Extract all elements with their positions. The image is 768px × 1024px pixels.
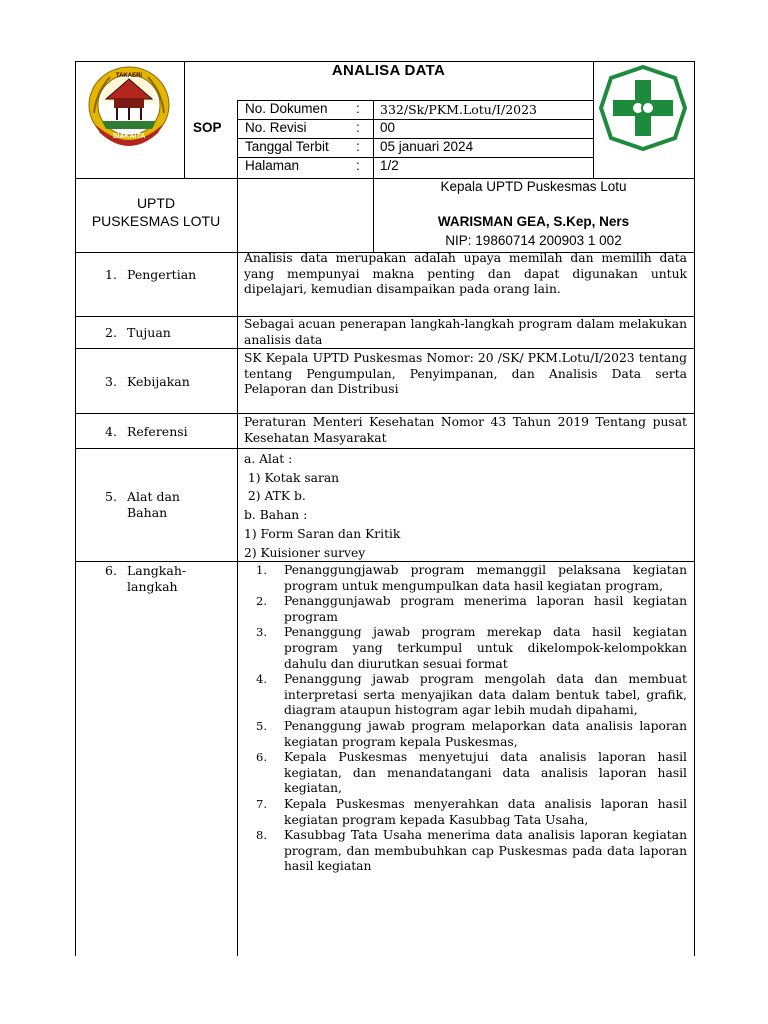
table-divider bbox=[75, 448, 694, 449]
table-divider bbox=[373, 100, 374, 252]
step-number: 3. bbox=[256, 625, 267, 640]
table-divider bbox=[237, 100, 238, 252]
meta-value-dokumen: 332/Sk/PKM.Lotu/I/2023 bbox=[380, 102, 538, 117]
section-label-langkah-2: langkah bbox=[127, 579, 178, 594]
section-label: Alat dan bbox=[127, 489, 180, 504]
logo-text-top: TAKAERI bbox=[115, 73, 143, 79]
meta-value-tanggal: 05 januari 2024 bbox=[380, 139, 474, 154]
step-text: Penanggung jawab program mengolah data dan membuat interpretasi serta menyajikan data dalam bentuk tabel, grafik, diagram ataupun histogram agar lebih mudah dipahami, bbox=[284, 672, 687, 718]
meta-value-revisi: 00 bbox=[380, 120, 396, 135]
document-title: ANALISA DATA bbox=[331, 62, 446, 79]
section-number: 5. bbox=[105, 489, 117, 504]
section-number: 4. bbox=[105, 424, 117, 439]
section-label-alat-bahan-2: Bahan bbox=[127, 505, 168, 520]
section-label: Tujuan bbox=[127, 325, 171, 340]
section-label-langkah bbox=[105, 563, 186, 578]
list-item: a. Alat : bbox=[244, 452, 293, 466]
signatory-title: Kepala UPTD Puskesmas Lotu bbox=[440, 179, 627, 194]
meta-sep: : bbox=[356, 120, 360, 135]
section-number: 3. bbox=[105, 374, 117, 389]
meta-label-dokumen: No. Dokumen bbox=[245, 101, 328, 116]
meta-label-revisi: No. Revisi bbox=[245, 120, 307, 135]
step-number: 7. bbox=[256, 796, 267, 811]
list-item bbox=[244, 797, 687, 828]
step-text: Penanggungjawab program memanggil pelaksana kegiatan program untuk mengumpulkan data hasil kegiatan program, bbox=[284, 563, 687, 593]
list-item: 1) Form Saran dan Kritik bbox=[244, 526, 401, 541]
section-label-kebijakan bbox=[105, 374, 190, 389]
table-divider bbox=[237, 252, 238, 956]
org-line-2: PUSKESMAS LOTU bbox=[91, 213, 221, 229]
section-label-referensi bbox=[105, 424, 188, 439]
step-text: Kepala Puskesmas menyerahkan data analisis laporan hasil kegiatan program kepada Kasubbag Tata Usaha, bbox=[284, 796, 687, 827]
step-text: Kasubbag Tata Usaha menerima data analisis laporan kegiatan program, dan membubuhkan cap Puskesmas pada data laporan hasil kegiatan bbox=[284, 828, 687, 874]
signatory-nip: NIP: 19860714 200903 1 002 bbox=[445, 233, 622, 248]
step-number: 1. bbox=[256, 563, 267, 577]
steps-list bbox=[244, 563, 687, 875]
list-item bbox=[244, 828, 687, 875]
list-item bbox=[244, 594, 687, 625]
section-label-alat-bahan bbox=[105, 489, 180, 504]
list-item bbox=[244, 719, 687, 750]
meta-label-halaman: Halaman bbox=[245, 158, 300, 173]
meta-value-halaman: 1/2 bbox=[380, 158, 399, 173]
section-text-referensi: Peraturan Menteri Kesehatan Nomor 43 Tahun 2019 Tentang pusat Kesehatan Masyarakat bbox=[244, 415, 687, 445]
section-label-tujuan bbox=[105, 325, 171, 340]
meta-sep: : bbox=[356, 158, 360, 173]
step-number: 2. bbox=[256, 594, 267, 609]
meta-sep: : bbox=[356, 139, 360, 154]
section-label: Langkah- bbox=[127, 563, 187, 578]
sop-label: SOP bbox=[193, 120, 222, 135]
step-number: 4. bbox=[256, 672, 267, 687]
step-text: Penanggunjawab program menerima laporan hasil kegiatan program bbox=[284, 594, 687, 624]
section-number: 6. bbox=[105, 563, 117, 578]
section-label: Referensi bbox=[127, 424, 188, 439]
table-divider bbox=[593, 61, 594, 179]
step-text: Penanggung jawab program melaporkan data analisis laporan kegiatan program kepala Puskesmas, bbox=[284, 718, 687, 749]
list-item bbox=[244, 672, 687, 719]
step-number: 8. bbox=[256, 828, 267, 843]
logo-text-bottom: SIAKAITA bbox=[112, 133, 146, 140]
list-item: 2) Kuisioner survey bbox=[244, 545, 366, 560]
step-number: 5. bbox=[256, 718, 267, 733]
list-item bbox=[244, 750, 687, 797]
section-label-pengertian bbox=[105, 267, 196, 282]
meta-sep: : bbox=[356, 101, 360, 116]
section-text-tujuan: Sebagai acuan penerapan langkah-langkah program dalam melakukan analisis data bbox=[244, 317, 687, 347]
step-text: Penanggung jawab program merekap data hasil kegiatan program yang terkumpul untuk dikelompok-kelompokkan dahulu dan diurutkan sesuai format bbox=[284, 625, 687, 671]
section-label: Kebijakan bbox=[127, 374, 190, 389]
section-label: Pengertian bbox=[127, 267, 197, 282]
signatory-name: WARISMAN GEA, S.Kep, Ners bbox=[437, 214, 630, 229]
section-number: 2. bbox=[105, 325, 117, 340]
list-item bbox=[244, 563, 687, 594]
meta-label-tanggal: Tanggal Terbit bbox=[245, 139, 329, 154]
org-line-1: UPTD bbox=[136, 195, 176, 211]
alat-bahan-list bbox=[244, 450, 687, 562]
table-border-right bbox=[694, 61, 695, 956]
puskesmas-cross-logo-icon bbox=[597, 64, 689, 152]
list-item: 1) Kotak saran bbox=[244, 470, 340, 485]
list-item: 2) ATK b. bbox=[244, 489, 306, 504]
table-divider bbox=[75, 413, 694, 414]
section-text-kebijakan: SK Kepala UPTD Puskesmas Nomor: 20 /SK/ PKM.Lotu/I/2023 tentang tentang Pengumpulan, Penyimpanan, dan Analisis Data serta Pelaporan dan Distribusi bbox=[244, 351, 687, 397]
list-item: b. Bahan : bbox=[244, 508, 308, 523]
regency-logo bbox=[82, 63, 176, 151]
list-item bbox=[244, 625, 687, 672]
step-text: Kepala Puskesmas menyetujui data analisis laporan hasil kegiatan, dan menandatangani data analisis laporan hasil kegiatan, bbox=[284, 750, 687, 796]
step-number: 6. bbox=[256, 750, 267, 765]
section-text-pengertian: Analisis data merupakan adalah upaya memilah dan memilih data yang mempunyai makna penting dan dapat digunakan untuk dipelajari, kemudian disampaikan pada orang lain. bbox=[244, 251, 687, 297]
section-number: 1. bbox=[105, 267, 117, 282]
